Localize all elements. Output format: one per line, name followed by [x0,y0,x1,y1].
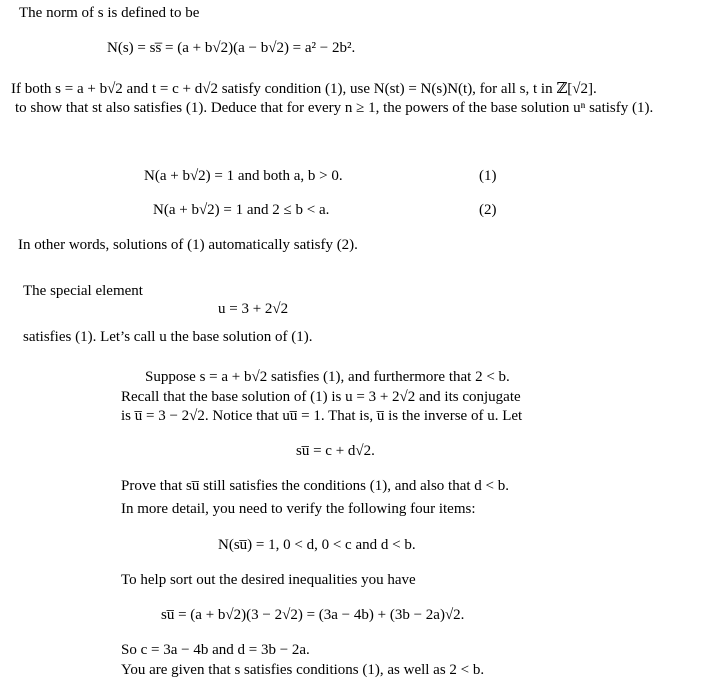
exercise-line-6: To help sort out the desired inequalities you have [121,572,416,588]
condition-1-number: (1) [479,168,497,184]
exercise-line-4: Prove that su̅ still satisfies the conditions (1), and also that d < b. [121,478,509,494]
condition-1: N(a + b√2) = 1 and both a, b > 0. [144,168,343,184]
product-instruction-line1: If both s = a + b√2 and t = c + d√2 satisfy condition (1), use N(st) = N(s)N(t), for all s, t in ℤ[√2]. [11,81,597,97]
norm-equation: N(s) = ss̅ = (a + b√2)(a − b√2) = a² − 2b². [107,40,356,56]
condition-2-number: (2) [479,202,497,218]
exercise-line-1: Suppose s = a + b√2 satisfies (1), and furthermore that 2 < b. [145,369,510,385]
base-solution-statement: satisfies (1). Let’s call u the base solution of (1). [23,329,313,345]
exercise-line-7: So c = 3a − 4b and d = 3b − 2a. [121,642,310,658]
s-ubar-equation: su̅ = c + d√2. [296,443,375,459]
special-element-intro: The special element [23,283,143,299]
exercise-line-8: You are given that s satisfies conditions (1), as well as 2 < b. [121,662,485,678]
exercise-line-5: In more detail, you need to verify the following four items: [121,501,476,517]
condition-2: N(a + b√2) = 1 and 2 ≤ b < a. [153,202,330,218]
conditions-remark: In other words, solutions of (1) automatically satisfy (2). [18,237,358,253]
four-items-equation: N(su̅) = 1, 0 < d, 0 < c and d < b. [218,537,416,553]
exercise-line-2: Recall that the base solution of (1) is u = 3 + 2√2 and its conjugate [121,389,521,405]
norm-definition: The norm of s is defined to be [19,5,200,21]
base-solution-equation: u = 3 + 2√2 [218,301,289,317]
exercise-line-3: is u̅ = 3 − 2√2. Notice that uu̅ = 1. That is, u̅ is the inverse of u. Let [121,408,523,424]
expansion-equation: su̅ = (a + b√2)(3 − 2√2) = (3a − 4b) + (3b − 2a)√2. [161,607,465,623]
product-instruction-line2: to show that st also satisfies (1). Deduce that for every n ≥ 1, the powers of the base solution uⁿ satisfy (1). [15,100,654,116]
